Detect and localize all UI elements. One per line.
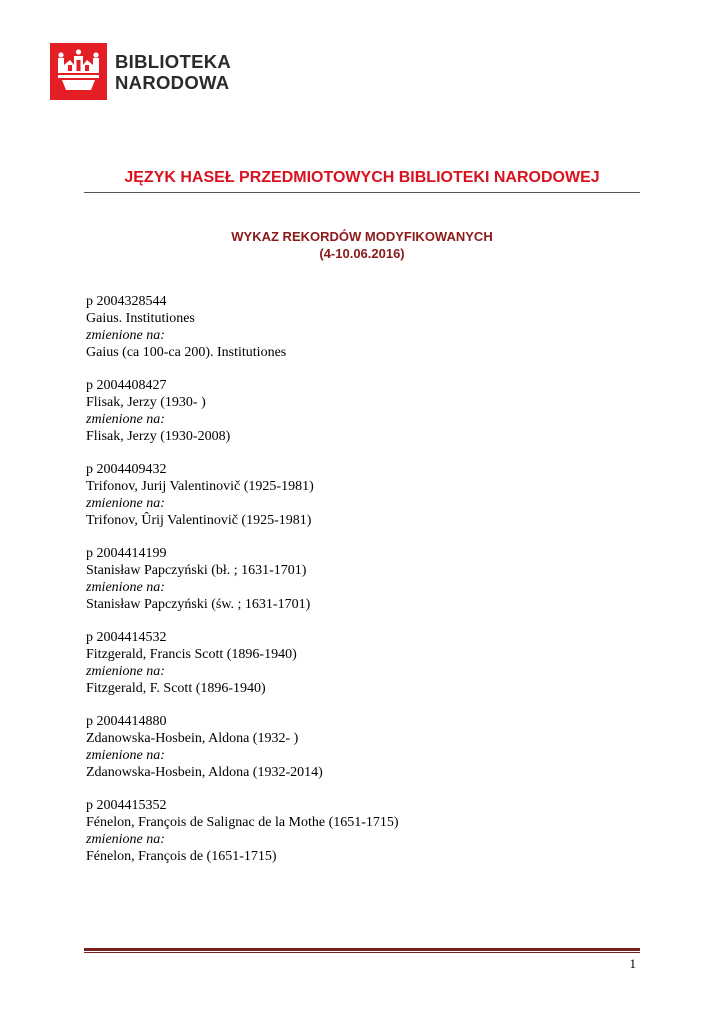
- logo-line-2: NARODOWA: [115, 71, 230, 93]
- record-old-heading: Gaius. Institutiones: [86, 311, 195, 326]
- record-old-heading: Fitzgerald, Francis Scott (1896-1940): [86, 647, 297, 662]
- subtitle-date-range: (4-10.06.2016): [319, 246, 405, 261]
- record-new-heading: Flisak, Jerzy (1930-2008): [86, 429, 231, 444]
- record-new-heading: Trifonov, Ûrij Valentinovič (1925-1981): [86, 513, 312, 528]
- page-number: 1: [629, 956, 636, 971]
- record-new-heading: Fitzgerald, F. Scott (1896-1940): [86, 681, 266, 696]
- footer-divider-thin: [84, 952, 640, 953]
- record-changed-label: zmienione na:: [86, 664, 165, 679]
- record-id: p 2004409432: [86, 462, 167, 477]
- logo-wordmark: [115, 51, 231, 93]
- record-new-heading: Zdanowska-Hosbein, Aldona (1932-2014): [86, 765, 323, 780]
- records-list: [86, 293, 636, 881]
- record-old-heading: Fénelon, François de Salignac de la Mothe (1651-1715): [86, 815, 399, 830]
- record-entry: [86, 461, 636, 545]
- record-id: p 2004415352: [86, 798, 167, 813]
- record-changed-label: zmienione na:: [86, 748, 165, 763]
- record-id: p 2004408427: [86, 378, 167, 393]
- title-divider: [84, 192, 640, 193]
- document-title: JĘZYK HASEŁ PRZEDMIOTOWYCH BIBLIOTEKI NARODOWEJ: [124, 169, 600, 186]
- footer-divider: [84, 948, 640, 952]
- record-entry: [86, 629, 636, 713]
- record-new-heading: Fénelon, François de (1651-1715): [86, 849, 277, 864]
- record-entry: [86, 713, 636, 797]
- document-subtitle: [84, 228, 640, 262]
- record-entry: [86, 545, 636, 629]
- record-entry: [86, 797, 636, 881]
- record-changed-label: zmienione na:: [86, 580, 165, 595]
- record-new-heading: Gaius (ca 100-ca 200). Institutiones: [86, 345, 287, 360]
- record-id: p 2004414532: [86, 630, 167, 645]
- record-old-heading: Flisak, Jerzy (1930- ): [86, 395, 206, 410]
- record-id: p 2004414880: [86, 714, 167, 729]
- record-entry: [86, 293, 636, 377]
- logo-line-1: BIBLIOTEKA: [115, 50, 232, 72]
- record-old-heading: Stanisław Papczyński (bł. ; 1631-1701): [86, 563, 307, 578]
- subtitle-line-1: WYKAZ REKORDÓW MODYFIKOWANYCH: [231, 229, 493, 244]
- record-old-heading: Trifonov, Jurij Valentinovič (1925-1981): [86, 479, 314, 494]
- record-old-heading: Zdanowska-Hosbein, Aldona (1932- ): [86, 731, 299, 746]
- record-id: p 2004414199: [86, 546, 167, 561]
- record-entry: [86, 377, 636, 461]
- record-changed-label: zmienione na:: [86, 496, 165, 511]
- record-changed-label: zmienione na:: [86, 328, 165, 343]
- library-logo: [50, 43, 231, 100]
- record-changed-label: zmienione na:: [86, 412, 165, 427]
- record-id: p 2004328544: [86, 294, 167, 309]
- footer-divider-thick: [84, 948, 640, 951]
- record-changed-label: zmienione na:: [86, 832, 165, 847]
- crown-logo-icon: [50, 43, 107, 100]
- record-new-heading: Stanisław Papczyński (św. ; 1631-1701): [86, 597, 311, 612]
